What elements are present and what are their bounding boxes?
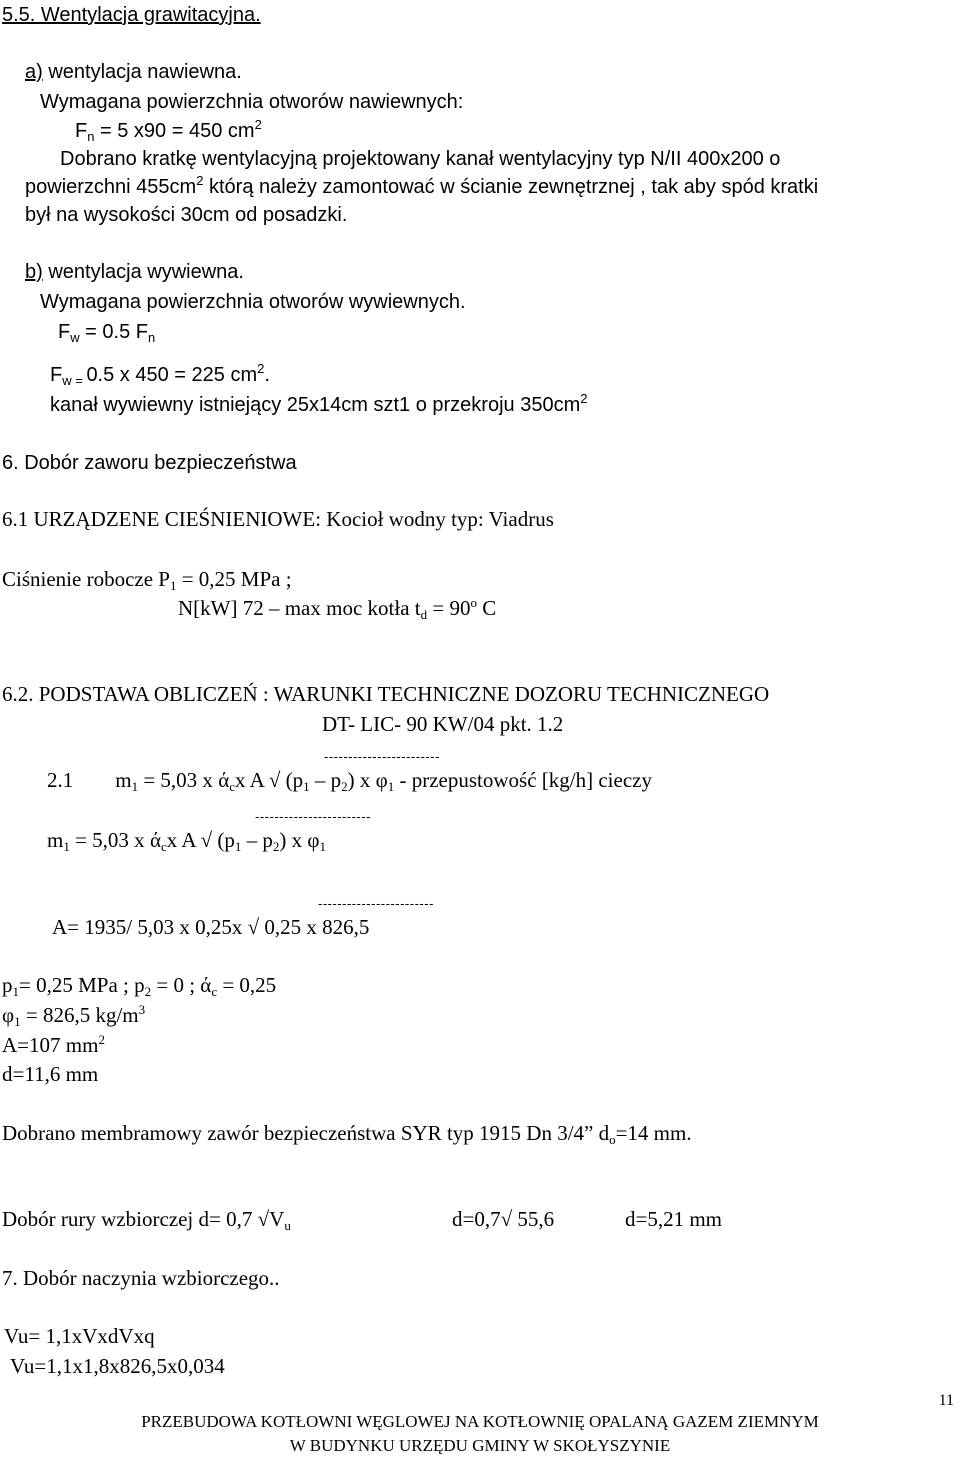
pl3-body: A=107 mm: [2, 1033, 99, 1057]
pl1-mid: = 0,25 MPa ; p: [19, 973, 145, 997]
eq-m-sub: 1: [131, 779, 139, 794]
vu-calc: Vu=1,1x1,8x826,5x0,034: [10, 1354, 225, 1378]
page-number: 11: [938, 1392, 954, 1409]
sqrt-icon: √: [247, 915, 260, 939]
f2-end: .: [264, 364, 270, 386]
eq-A: [52, 915, 369, 939]
eq-m1: [47, 828, 326, 852]
valve-section: 6. Dobór zaworu bezpieczeństwa: [2, 452, 297, 474]
supply-formula: [75, 119, 262, 143]
eq-alpha: ά: [218, 768, 230, 792]
basis-line-2: DT- LIC- 90 KW/04 pkt. 1.2: [322, 712, 564, 736]
eq-part3: (p: [280, 768, 304, 792]
f1-sub2: n: [147, 330, 156, 345]
basis-line-1: 6.2. PODSTAWA OBLICZEŃ : WARUNKI TECHNICZNE DOZORU TECHNICZNEGO: [2, 682, 770, 706]
formula-f: F: [75, 120, 88, 142]
vu-formula: Vu= 1,1xVxdVxq: [4, 1324, 155, 1348]
f2-sup: 2: [257, 361, 265, 376]
eq-p1-sub: 1: [303, 779, 310, 794]
section-title: 5.5. Wentylacja grawitacyjna.: [2, 4, 261, 26]
supply-para-1: Dobrano kratkę wentylacyjną projektowany kanał wentylacyjny typ N/II 400x200 o: [60, 148, 781, 170]
eqm-part4: – p: [241, 828, 273, 852]
duct-text: kanał wywiewny istniejący 25x14cm szt1 o przekroju 350cm: [50, 394, 581, 416]
f1-sub: w: [70, 330, 80, 345]
eq-m: m: [115, 768, 132, 792]
power-unit: C: [476, 596, 497, 620]
pipe-v: V: [269, 1207, 285, 1231]
device-line: 6.1 URZĄDZENE CIEŚNIENIOWE: Kocioł wodny typ: Viadrus: [2, 507, 554, 531]
pl1-alpha: ά: [200, 973, 212, 997]
power-line: [178, 596, 496, 620]
eq-part2: x A: [234, 768, 269, 792]
pl1-sub2: 2: [144, 984, 152, 999]
params-line-2: [2, 1003, 145, 1027]
f1-f: F: [58, 321, 71, 343]
eqm-alpha: ά: [149, 828, 161, 852]
sqrt-icon: √: [268, 768, 281, 792]
params-line-1: [2, 973, 276, 997]
eqm-phi-sub: 1: [319, 839, 326, 854]
sqrt-icon: √: [500, 1207, 513, 1231]
eq-phi-sub: 1: [387, 779, 395, 794]
formula-sub: n: [87, 129, 95, 144]
formula-sup: 2: [254, 117, 262, 132]
sqrt-overline-2: ------------------------: [255, 809, 371, 824]
footer-line-2: W BUDYNKU URZĘDU GMINY W SKOŁYSZYNIE: [289, 1436, 671, 1455]
exhaust-required-area: Wymagana powierzchnia otworów wywiewnych.: [40, 291, 466, 313]
exhaust-letter: b): [25, 261, 43, 283]
pl1-end: = 0,25: [217, 973, 277, 997]
sqrt-icon: √: [257, 1207, 270, 1231]
eq-part1: = 5,03 x: [138, 768, 219, 792]
sqrt-overline-3: ------------------------: [318, 896, 434, 911]
eq-phi: φ: [375, 768, 388, 792]
pressure-sub: 1: [169, 578, 177, 593]
eqm-part5: ) x: [279, 828, 308, 852]
pipe-v-sub: u: [284, 1218, 291, 1233]
vessel-section: 7. Dobór naczynia wzbiorczego..: [2, 1266, 280, 1290]
eq-part4: – p: [309, 768, 342, 792]
eqa-part1: A= 1935/ 5,03 x 0,25x: [52, 915, 248, 939]
pipe-calc: [452, 1207, 554, 1231]
pl2-phi: φ: [2, 1003, 15, 1027]
eq-part5: ) x: [347, 768, 376, 792]
eqm-p2-sub: 2: [272, 839, 280, 854]
pipe-result: d=5,21 mm: [625, 1207, 723, 1231]
eqm-part2: x A: [166, 828, 201, 852]
power-deg: o: [470, 595, 477, 610]
exhaust-heading-text: wentylacja wywiewna.: [42, 261, 244, 283]
supply-para-2: [25, 175, 818, 199]
eqm-part3: (p: [212, 828, 235, 852]
pl1-sub1: 1: [12, 984, 19, 999]
pressure-value: = 0,25 MPa ;: [176, 567, 292, 591]
formula-body: = 5 x90 = 450 cm: [94, 120, 255, 142]
footer-line-1: PRZEBUDOWA KOTŁOWNI WĘGLOWEJ NA KOTŁOWNIĘ OPALANĄ GAZEM ZIEMNYM: [141, 1412, 819, 1431]
exhaust-formula-1: [58, 320, 155, 344]
para2-b: którą należy zamontować w ścianie zewnętrznej , tak aby spód kratki: [203, 176, 819, 198]
eq-2-1: [47, 768, 652, 792]
supply-heading-text: wentylacja nawiewna.: [42, 61, 242, 83]
sqrt-icon: √: [200, 828, 213, 852]
eqm-m-sub: 1: [63, 839, 70, 854]
eqm-p1-sub: 1: [234, 839, 242, 854]
f2-body: 0.5 x 450 = 225 cm: [86, 364, 258, 386]
sqrt-overline-1: ------------------------: [324, 749, 440, 764]
eqm-part1: = 5,03 x: [69, 828, 150, 852]
supply-letter: a): [25, 61, 43, 83]
supply-required-area: Wymagana powierzchnia otworów nawiewnych:: [40, 91, 464, 113]
power-text: N[kW] 72 – max moc kotła t: [178, 596, 421, 620]
pl1-alpha-sub: c: [211, 984, 218, 999]
pl1-p: p: [2, 973, 13, 997]
eq-tail: - przepustowość [kg/h] cieczy: [394, 768, 652, 792]
eqa-part2: 0,25 x 826,5: [259, 915, 370, 939]
eq-number: 2.1: [47, 768, 74, 792]
pressure-line: [2, 567, 292, 591]
pl2-sup: 3: [138, 1002, 146, 1017]
valve-sub: o: [609, 1132, 616, 1147]
power-temp: = 90: [427, 596, 471, 620]
f2-sub: w =: [62, 373, 87, 388]
pl2-body: = 826,5 kg/m: [20, 1003, 139, 1027]
eq-p2-sub: 2: [341, 779, 348, 794]
eqm-alpha-sub: c: [160, 839, 167, 854]
para2-sup: 2: [196, 173, 204, 188]
supply-heading: [25, 60, 242, 84]
pipe-label: Dobór rury wzbiorczej d= 0,7: [2, 1207, 258, 1231]
exhaust-duct: [50, 393, 587, 417]
f2-f: F: [50, 364, 63, 386]
pl2-sub: 1: [14, 1014, 21, 1029]
eq-alpha-sub: c: [229, 779, 235, 794]
params-line-3: [2, 1033, 105, 1057]
eqm-phi: φ: [307, 828, 320, 852]
chosen-valve: [2, 1121, 692, 1145]
pl3-sup: 2: [98, 1032, 105, 1047]
exhaust-formula-2: [50, 363, 270, 387]
pressure-text: Ciśnienie robocze P: [2, 567, 170, 591]
duct-sup: 2: [580, 391, 588, 406]
pipe-mid: d=0,7: [452, 1207, 501, 1231]
supply-para-3: był na wysokości 30cm od posadzki.: [25, 204, 348, 226]
valve-text: Dobrano membramowy zawór bezpieczeństwa SYR typ 1915 Dn 3/4” d: [2, 1121, 610, 1145]
power-sub: d: [420, 607, 428, 622]
exhaust-heading: [25, 260, 244, 284]
pipe-line: [2, 1207, 291, 1231]
eqm-m: m: [47, 828, 64, 852]
para2-a: powierzchni 455cm: [25, 176, 197, 198]
f1-body: = 0.5 F: [79, 321, 148, 343]
valve-end: =14 mm.: [615, 1121, 692, 1145]
params-line-4: d=11,6 mm: [2, 1062, 99, 1086]
pipe-val: 55,6: [512, 1207, 555, 1231]
pl1-mid2: = 0 ;: [151, 973, 201, 997]
